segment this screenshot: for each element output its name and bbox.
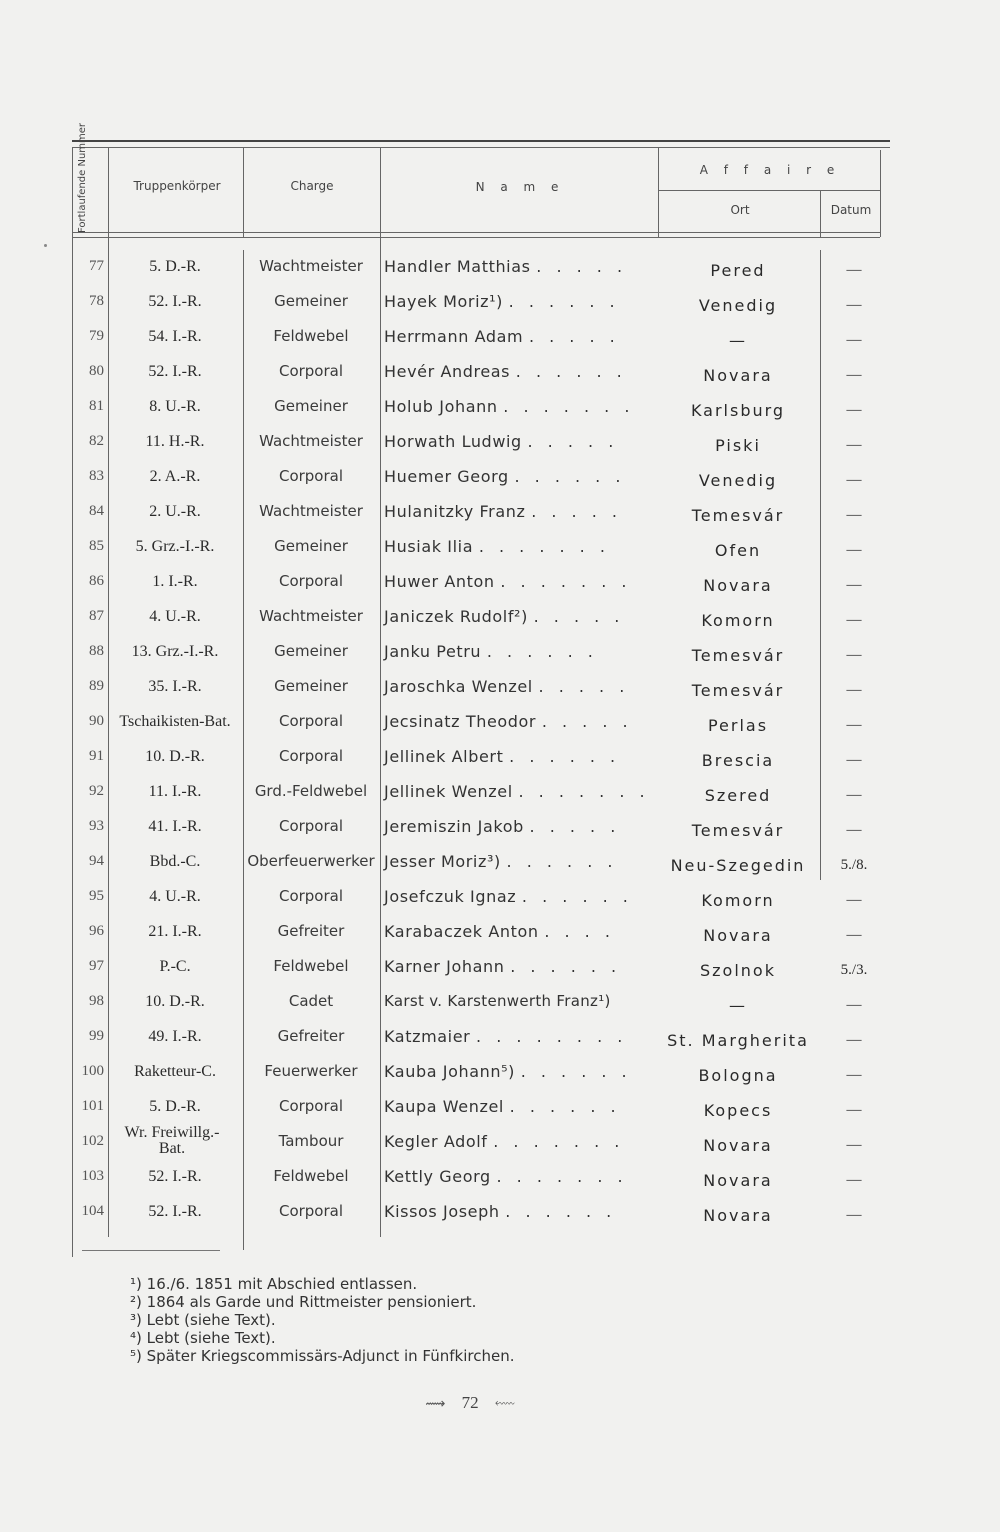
row-leader-dots: . . . . . . . [518,782,650,801]
row-truppenkoerper: 54. I.-R. [148,328,202,345]
table-row [72,669,890,704]
row-leader-dots: . . . . . . [514,467,626,486]
table-row [72,1019,890,1054]
row-ort: Piski [715,436,761,455]
row-name-text: Janku Petru [384,642,482,661]
row-number: 77 [89,258,104,274]
row-datum: — [846,612,862,628]
row-name-text: Jecsinatz Theodor [384,712,537,731]
row-leader-dots: . . . . . . . [496,1167,628,1186]
table-row [72,914,890,949]
row-number: 93 [89,818,104,834]
row-charge: Corporal [278,1097,344,1115]
row-charge: Wachtmeister [259,432,363,450]
ornament-left-icon: ⟿ [425,1396,446,1412]
table-row [72,599,890,634]
row-datum: — [846,997,862,1013]
row-charge: Corporal [278,712,344,730]
row-ort: Perlas [707,716,769,735]
row-number: 103 [81,1168,104,1184]
row-ort: Temesvár [691,821,785,840]
row-charge: Corporal [278,362,344,380]
table-header-bottom-line-2 [72,237,880,238]
table-row [72,1124,890,1159]
row-name [384,669,656,704]
row-charge: Corporal [278,467,344,485]
row-charge: Gemeiner [274,642,348,660]
row-leader-dots: . . . . . [538,677,630,696]
row-truppenkoerper: 5. D.-R. [149,258,201,275]
row-datum: — [846,542,862,558]
row-charge: Wachtmeister [259,502,363,520]
table-top-rule [72,140,890,142]
row-charge: Feuerwerker [264,1062,358,1080]
row-name [384,1089,656,1124]
row-charge: Feldwebel [273,327,349,345]
row-ort: Novara [703,1206,773,1225]
row-datum: — [846,297,862,313]
row-name [384,809,656,844]
row-truppenkoerper: 52. I.-R. [148,293,202,310]
row-number: 96 [89,923,104,939]
paper-speck [44,244,47,247]
row-truppenkoerper: 4. U.-R. [149,608,201,625]
row-name-text: Herrmann Adam [384,327,524,346]
row-charge: Feldwebel [273,957,349,975]
row-name-text: Kauba Johann⁵) [384,1062,515,1081]
row-datum: 5./8. [840,857,868,873]
row-datum: — [846,752,862,768]
row-name [384,1124,656,1159]
footnote-text: Lebt (siehe Text). [146,1311,276,1329]
row-leader-dots: . . . . . . [509,1097,621,1116]
row-leader-dots: . . . . . . . [478,537,610,556]
table-row [72,529,890,564]
row-truppenkoerper: 8. U.-R. [149,398,201,415]
row-truppenkoerper: 2. U.-R. [149,503,201,520]
row-datum: — [846,892,862,908]
row-name-text: Karst v. Karstenwerth Franz¹) [384,992,611,1010]
row-datum: — [846,682,862,698]
header-truppenkoerper: Truppenkörper [133,179,221,193]
row-name-text: Hayek Moriz¹) [384,292,503,311]
row-datum: — [846,332,862,348]
row-charge: Grd.-Feldwebel [254,782,368,800]
table-row [72,984,890,1019]
row-leader-dots: . . . . . [528,327,620,346]
row-datum: — [846,1102,862,1118]
footnote-text: Lebt (siehe Text). [146,1329,276,1347]
row-ort: Szolnok [700,961,776,980]
row-truppenkoerper: 11. I.-R. [148,783,202,800]
row-name [384,774,656,809]
row-ort: Kopecs [703,1101,773,1120]
table-row [72,1054,890,1089]
row-number: 90 [89,713,104,729]
row-name [384,529,656,564]
row-charge: Gefreiter [277,922,345,940]
row-name-text: Holub Johann [384,397,498,416]
row-truppenkoerper: 21. I.-R. [148,923,202,940]
col-line-ort [820,190,821,237]
row-ort: — [729,996,747,1015]
row-charge: Corporal [278,817,344,835]
row-name [384,459,656,494]
row-name-text: Huwer Anton [384,572,495,591]
row-leader-dots: . . . . . . [486,642,598,661]
row-truppenkoerper: 35. I.-R. [148,678,202,695]
table-header-top-line [72,147,890,148]
row-number: 89 [89,678,104,694]
row-name-text: Husiak Ilia [384,537,474,556]
row-datum: — [846,1137,862,1153]
page-number-line [400,1393,540,1413]
row-ort: Temesvár [691,646,785,665]
table-row [72,634,890,669]
row-leader-dots: . . . . . [533,607,625,626]
footnote [130,1347,514,1365]
row-charge: Cadet [288,992,334,1010]
row-truppenkoerper: 5. D.-R. [149,1098,201,1115]
row-leader-dots: . . . . . . [520,1062,632,1081]
col-line-nm [658,147,659,237]
row-leader-dots: . . . . . [541,712,633,731]
row-number: 83 [89,468,104,484]
table-row [72,844,890,879]
row-charge: Wachtmeister [259,607,363,625]
row-name [384,739,656,774]
row-name [384,284,656,319]
row-truppenkoerper: P.-C. [159,958,191,975]
row-number: 84 [89,503,104,519]
row-name-text: Huemer Georg [384,467,509,486]
row-charge: Gemeiner [274,397,348,415]
header-nr: Fortlaufende Nummer [77,122,88,233]
row-leader-dots: . . . . . . [508,292,620,311]
page-number: 72 [461,1393,479,1412]
row-datum: — [846,437,862,453]
table-row [72,1159,890,1194]
table-row [72,949,890,984]
row-charge: Corporal [278,747,344,765]
row-name-text: Janiczek Rudolf²) [384,607,528,626]
row-truppenkoerper: 10. D.-R. [145,748,205,765]
row-charge: Gemeiner [274,537,348,555]
table-row [72,704,890,739]
affaire-divider-line [658,190,880,191]
footnote [130,1329,276,1347]
row-datum: 5./3. [840,962,868,978]
row-leader-dots: . . . . . . . [503,397,635,416]
row-leader-dots: . . . . . . . . [476,1027,628,1046]
table-row [72,389,890,424]
row-ort: Szered [704,786,772,805]
row-leader-dots: . . . . . [531,502,622,521]
row-name [384,354,656,389]
row-name-text: Katzmaier [384,1027,471,1046]
row-number: 94 [89,853,104,869]
header-affaire: A f f a i r e [699,163,841,177]
row-name-text: Josefczuk Ignaz [384,887,517,906]
row-name-text: Jaroschka Wenzel [384,677,533,696]
row-name [384,1019,656,1054]
row-number: 95 [89,888,104,904]
row-leader-dots: . . . . . . [521,887,633,906]
row-datum: — [846,402,862,418]
row-truppenkoerper: 13. Grz.-I.-R. [131,643,219,660]
row-truppenkoerper: 10. D.-R. [145,993,205,1010]
row-number: 81 [89,398,104,414]
row-name-text: Karabaczek Anton [384,922,539,941]
row-ort: Pered [710,261,766,280]
row-charge: Gemeiner [274,292,348,310]
table-row [72,809,890,844]
row-number: 92 [89,783,104,799]
row-leader-dots: . . . . . [527,432,619,451]
row-number: 80 [89,363,104,379]
row-ort: Ofen [714,541,762,560]
table-row [72,249,890,284]
row-name-text: Jellinek Wenzel [384,782,513,801]
row-truppenkoerper: 52. I.-R. [148,1203,202,1220]
row-truppenkoerper: 4. U.-R. [149,888,201,905]
row-name-text: Hulanitzky Franz [384,502,526,521]
row-name [384,494,656,529]
row-name [384,599,656,634]
footnote-text: 16./6. 1851 mit Abschied entlassen. [146,1275,418,1293]
row-number: 87 [89,608,104,624]
footnote [130,1275,417,1293]
row-name-text: Kettly Georg [384,1167,491,1186]
header-charge: Charge [290,179,334,193]
row-datum: — [846,822,862,838]
footnote-text: Später Kriegscommissärs-Adjunct in Fünfkirchen. [146,1347,515,1365]
row-datum: — [846,1172,862,1188]
row-name [384,389,656,424]
row-name-text: Kaupa Wenzel [384,1097,504,1116]
row-name-text: Handler Matthias [384,257,531,276]
table-row [72,739,890,774]
row-datum: — [846,717,862,733]
row-datum: — [846,647,862,663]
table-header-bottom-line [72,232,880,233]
row-name [384,249,656,284]
table-row [72,879,890,914]
row-ort: Neu-Szegedin [670,856,806,875]
row-ort: Temesvár [691,681,785,700]
row-name [384,879,656,914]
footnote-mark: ³) [130,1311,142,1329]
row-ort: Novara [703,1136,773,1155]
row-number: 99 [89,1028,104,1044]
row-leader-dots: . . . . . . . [493,1132,625,1151]
row-charge: Corporal [278,572,344,590]
row-truppenkoerper: Raketteur-C. [134,1063,216,1080]
row-datum: — [846,787,862,803]
row-charge: Corporal [278,1202,344,1220]
row-datum: — [846,262,862,278]
row-truppenkoerper: 52. I.-R. [148,363,202,380]
row-truppenkoerper: Tschaikisten-Bat. [119,713,231,730]
row-name-text: Jeremiszin Jakob [384,817,524,836]
row-truppenkoerper: 1. I.-R. [152,573,198,590]
row-number: 100 [81,1063,104,1079]
ornament-right-icon: ⬳ [494,1396,515,1412]
row-ort: Venedig [698,471,778,490]
row-ort: St. Margherita [667,1031,809,1050]
header-datum: Datum [830,203,872,217]
row-leader-dots: . . . . . [536,257,628,276]
row-truppenkoerper: Bbd.-C. [149,853,201,870]
row-leader-dots: . . . . . . [515,362,627,381]
row-ort: Brescia [701,751,775,770]
row-name [384,1159,656,1194]
header-name: N a m e [475,180,565,194]
row-name [384,984,656,1019]
row-ort: — [729,331,747,350]
row-charge: Corporal [278,887,344,905]
row-datum: — [846,472,862,488]
footnote-mark: ⁵) [130,1347,142,1365]
row-ort: Temesvár [691,506,785,525]
row-charge: Tambour [278,1132,344,1150]
row-truppenkoerper: 2. A.-R. [149,468,201,485]
row-name [384,564,656,599]
table-row [72,1089,890,1124]
row-leader-dots: . . . . . [529,817,621,836]
row-datum: — [846,1207,862,1223]
row-name [384,914,656,949]
row-ort: Bologna [698,1066,778,1085]
table-row [72,424,890,459]
col-line-right [880,150,881,237]
row-charge: Gefreiter [277,1027,345,1045]
row-datum: — [846,927,862,943]
row-ort: Komorn [701,891,775,910]
row-truppenkoerper: 41. I.-R. [148,818,202,835]
row-charge: Wachtmeister [259,257,363,275]
row-number: 91 [89,748,104,764]
row-name [384,424,656,459]
row-name-text: Horwath Ludwig [384,432,522,451]
table-row [72,354,890,389]
row-ort: Novara [703,576,773,595]
footnote-text: 1864 als Garde und Rittmeister pensioniert. [146,1293,477,1311]
table-row [72,1194,890,1229]
row-number: 86 [89,573,104,589]
row-datum: — [846,367,862,383]
row-datum: — [846,1032,862,1048]
row-number: 97 [89,958,104,974]
row-name-text: Hevér Andreas [384,362,511,381]
row-datum: — [846,507,862,523]
row-truppenkoerper: 5. Grz.-I.-R. [135,538,215,555]
row-truppenkoerper: 49. I.-R. [148,1028,202,1045]
row-truppenkoerper: 52. I.-R. [148,1168,202,1185]
table-row [72,284,890,319]
row-ort: Novara [703,926,773,945]
row-charge: Feldwebel [273,1167,349,1185]
row-number: 82 [89,433,104,449]
row-datum: — [846,1067,862,1083]
footnote-mark: ¹) [130,1275,142,1293]
table-row [72,774,890,809]
row-number: 101 [81,1098,104,1114]
header-ort: Ort [730,203,750,217]
row-name [384,949,656,984]
row-name [384,319,656,354]
row-number: 102 [81,1133,104,1149]
row-number: 98 [89,993,104,1009]
row-truppenkoerper: Wr. Freiwillg.-Bat. [124,1124,220,1157]
row-name [384,1054,656,1089]
row-ort: Venedig [698,296,778,315]
row-charge: Oberfeuerwerker [247,852,375,870]
row-datum: — [846,577,862,593]
row-number: 104 [81,1203,104,1219]
table-row [72,459,890,494]
table-row [72,494,890,529]
row-ort: Novara [703,1171,773,1190]
row-number: 79 [89,328,104,344]
row-leader-dots: . . . . . . [509,747,621,766]
footnote-rule [82,1250,220,1251]
table-row [72,319,890,354]
row-name-text: Kissos Joseph [384,1202,500,1221]
row-name [384,1194,656,1229]
footnote [130,1293,476,1311]
row-name [384,634,656,669]
row-ort: Karlsburg [690,401,786,420]
row-leader-dots: . . . . . . [510,957,622,976]
row-number: 88 [89,643,104,659]
row-leader-dots: . . . . . . [506,852,618,871]
row-number: 78 [89,293,104,309]
footnote [130,1311,276,1329]
row-name-text: Jesser Moriz³) [384,852,501,871]
row-ort: Komorn [701,611,775,630]
footnote-mark: ²) [130,1293,142,1311]
row-name-text: Jellinek Albert [384,747,504,766]
row-leader-dots: . . . . [544,922,615,941]
row-leader-dots: . . . . . . . [500,572,632,591]
row-name-text: Kegler Adolf [384,1132,488,1151]
row-leader-dots: . . . . . . [505,1202,617,1221]
row-charge: Gemeiner [274,677,348,695]
row-ort: Novara [703,366,773,385]
row-name-text: Karner Johann [384,957,505,976]
row-name [384,704,656,739]
row-number: 85 [89,538,104,554]
row-truppenkoerper: 11. H.-R. [145,433,205,450]
table-row [72,564,890,599]
row-name [384,844,656,879]
footnote-mark: ⁴) [130,1329,142,1347]
